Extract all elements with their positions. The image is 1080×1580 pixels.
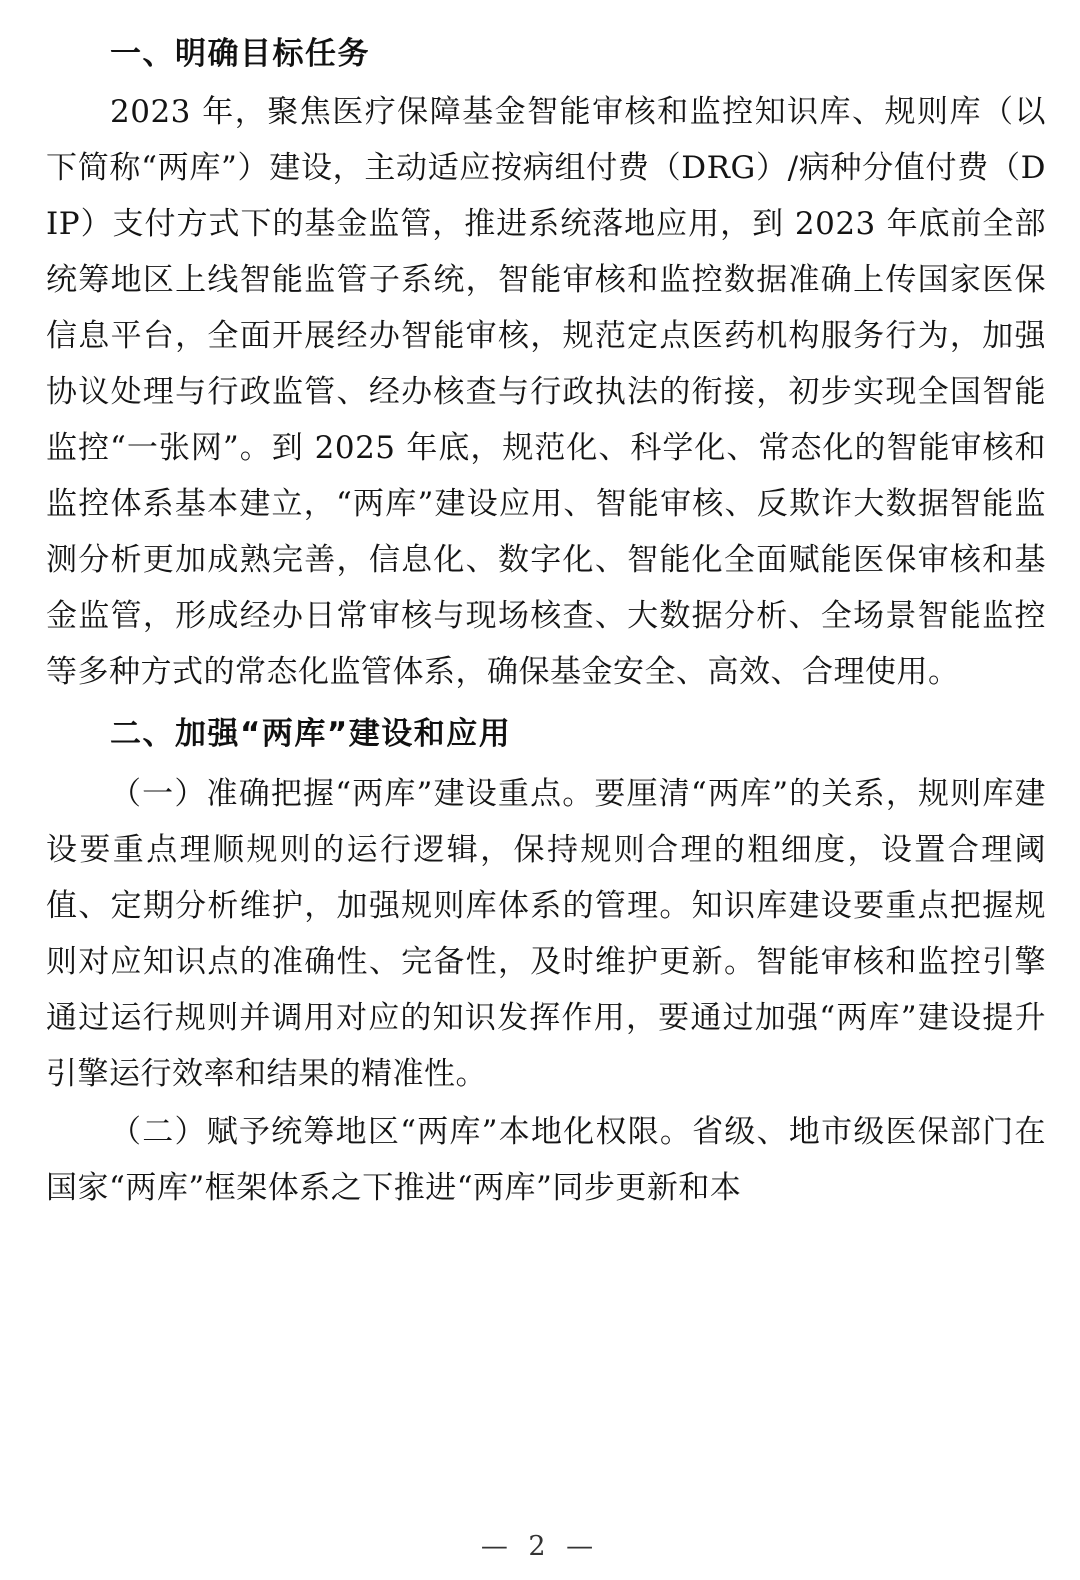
page-number: — 2 — [480, 1531, 600, 1562]
section-1-paragraph-1: 2023 年，聚焦医疗保障基金智能审核和监控知识库、规则库（以下简称“两库”）建设，主动适应按病组付费（DRG）/病种分值付费（DIP）支付方式下的基金监管，推进系统落地应用，到 2023 年底前全部统筹地区上线智能监管子系统，智能审核和监控数据准确上传国家医保信息平台，全面开展经办智能审核，规范定点医药机构服务行为，加强协议处理与行政监管、经办核查与行政执法的衔接，初步实现全国智能监控“一张网”。到 2025 年底，规范化、科学化、常态化的智能审核和监控体系基本建立，“两库”建设应用、智能审核、反欺诈大数据智能监测分析更加成熟完善，信息化、数字化、智能化全面赋能医保审核和基金监管，形成经办日常审核与现场核查、大数据分析、全场景智能监控等多种方式的常态化监管体系，确保基金安全、高效、合理使用。 [46, 93, 1046, 690]
section-2-paragraph-2: （二）赋予统筹地区“两库”本地化权限。省级、地市级医保部门在国家“两库”框架体系之下推进“两库”同步更新和本 [46, 1113, 1046, 1206]
document-body [46, 34, 1046, 1216]
section-heading-2: 二、加强“两库”建设和应用 [110, 715, 512, 752]
section-2-paragraph-1: （一）准确把握“两库”建设重点。要厘清“两库”的关系，规则库建设要重点理顺规则的运行逻辑，保持规则合理的粗细度，设置合理阈值、定期分析维护，加强规则库体系的管理。知识库建设要重点把握规则对应知识点的准确性、完备性，及时维护更新。智能审核和监控引擎通过运行规则并调用对应的知识发挥作用，要通过加强“两库”建设提升引擎运行效率和结果的精准性。 [46, 775, 1046, 1092]
section-heading-1: 一、明确目标任务 [110, 36, 370, 72]
